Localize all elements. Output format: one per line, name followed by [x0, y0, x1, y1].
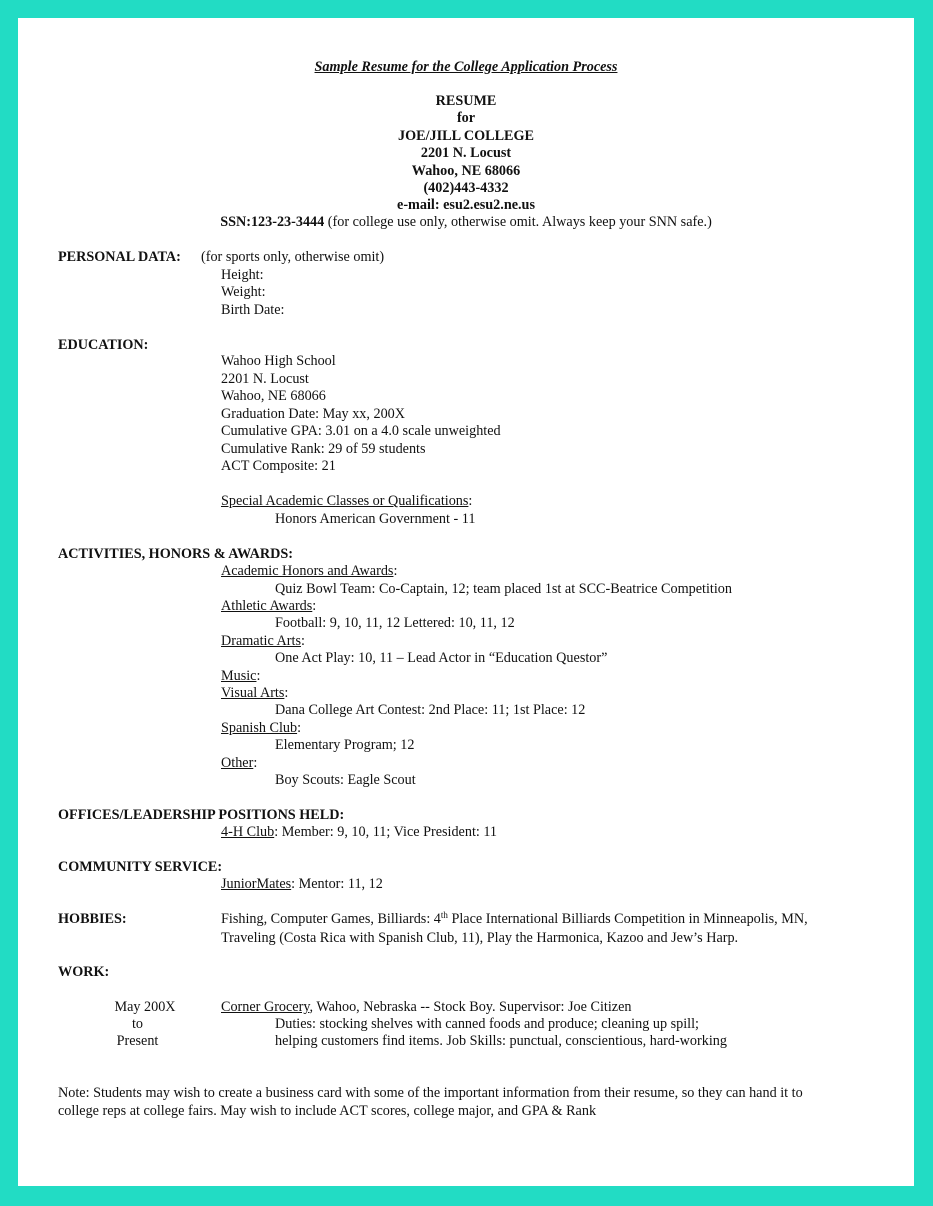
spanish-club-text: Spanish Club — [221, 720, 298, 736]
special-classes-text: Special Academic Classes or Qualifications — [221, 493, 469, 509]
hobbies-heading: HOBBIES: — [58, 911, 127, 927]
music-text: Music — [221, 668, 257, 684]
education-line: Wahoo, NE 68066 — [221, 388, 326, 404]
birth-date-label: Birth Date: — [221, 302, 285, 318]
document-title: Sample Resume for the College Application Process — [314, 59, 618, 75]
spanish-club-label — [221, 720, 301, 737]
ssn-line — [18, 214, 914, 231]
personal-data-note: (for sports only, otherwise omit) — [201, 249, 385, 265]
colon: : — [312, 598, 317, 614]
applicant-phone: (402)443-4332 — [423, 180, 509, 196]
special-classes-item: Honors American Government - 11 — [275, 511, 476, 527]
colon: : — [300, 633, 305, 649]
work-date-to: to — [131, 1016, 144, 1032]
note-line-1: Note: Students may wish to create a business card with some of the important information from their resume, so they can hand it to — [58, 1085, 803, 1101]
visual-arts-item: Dana College Art Contest: 2nd Place: 11; 1st Place: 12 — [275, 702, 586, 718]
height-label: Height: — [221, 267, 264, 283]
other-item: Boy Scouts: Eagle Scout — [275, 772, 416, 788]
club-detail: : Member: 9, 10, 11; Vice President: 11 — [274, 824, 498, 840]
colon: : — [468, 493, 473, 509]
club-name: 4-H Club — [221, 824, 275, 840]
dramatic-arts-item: One Act Play: 10, 11 – Lead Actor in “Education Questor” — [275, 650, 608, 666]
colon: : — [284, 685, 289, 701]
offices-line — [221, 824, 497, 841]
community-line — [221, 876, 383, 893]
education-line: ACT Composite: 21 — [221, 458, 336, 474]
weight-label: Weight: — [221, 284, 266, 300]
education-line: Wahoo High School — [221, 353, 336, 369]
community-detail: : Mentor: 11, 12 — [291, 876, 383, 892]
applicant-city: Wahoo, NE 68066 — [411, 163, 521, 179]
education-line: Cumulative Rank: 29 of 59 students — [221, 441, 426, 457]
athletic-awards-item: Football: 9, 10, 11, 12 Lettered: 10, 11, 12 — [275, 615, 515, 631]
offices-heading: OFFICES/LEADERSHIP POSITIONS HELD: — [58, 807, 345, 823]
work-date-present: Present — [116, 1033, 159, 1049]
colon: : — [253, 755, 258, 771]
ordinal-suffix: th — [440, 910, 448, 920]
education-heading: EDUCATION: — [58, 337, 149, 353]
work-duties-1: Duties: stocking shelves with canned foods and produce; cleaning up spill; — [275, 1016, 699, 1032]
personal-data-heading: PERSONAL DATA: — [58, 249, 181, 265]
hobbies-line-1 — [221, 911, 808, 928]
academic-honors-label — [221, 563, 397, 580]
hobbies-text-b: Place International Billiards Competition in Minneapolis, MN, — [447, 911, 808, 927]
education-line: 2201 N. Locust — [221, 371, 309, 387]
other-label — [221, 755, 257, 772]
hobbies-text-a: Fishing, Computer Games, Billiards: 4 — [221, 911, 441, 927]
community-heading: COMMUNITY SERVICE: — [58, 859, 223, 875]
dramatic-arts-text: Dramatic Arts — [221, 633, 301, 649]
athletic-awards-label — [221, 598, 316, 615]
work-date-from: May 200X — [114, 999, 176, 1015]
education-line: Cumulative GPA: 3.01 on a 4.0 scale unweighted — [221, 423, 501, 439]
athletic-awards-text: Athletic Awards — [221, 598, 313, 614]
resume-page — [18, 18, 914, 1186]
colon: : — [297, 720, 302, 736]
work-duties-2: helping customers find items. Job Skills: punctual, conscientious, hard-working — [275, 1033, 727, 1049]
academic-honors-item: Quiz Bowl Team: Co-Captain, 12; team placed 1st at SCC-Beatrice Competition — [275, 581, 732, 597]
employer-detail: , Wahoo, Nebraska -- Stock Boy. Supervisor: Joe Citizen — [309, 999, 632, 1015]
education-line: Graduation Date: May xx, 200X — [221, 406, 406, 422]
applicant-street: 2201 N. Locust — [420, 145, 512, 161]
colon: : — [256, 668, 261, 684]
special-classes-label — [221, 493, 472, 510]
academic-honors-text: Academic Honors and Awards — [221, 563, 394, 579]
visual-arts-text: Visual Arts — [221, 685, 285, 701]
spanish-club-item: Elementary Program; 12 — [275, 737, 415, 753]
activities-heading: ACTIVITIES, HONORS & AWARDS: — [58, 546, 293, 562]
work-employer-line — [221, 999, 631, 1016]
note-line-2: college reps at college fairs. May wish to include ACT scores, college major, and GPA & Rank — [58, 1103, 597, 1119]
work-heading: WORK: — [58, 964, 110, 980]
resume-for: for — [456, 110, 476, 126]
hobbies-line-2: Traveling (Costa Rica with Spanish Club, 11), Play the Harmonica, Kazoo and Jew’s Harp. — [221, 930, 739, 946]
dramatic-arts-label — [221, 633, 305, 650]
ssn-value: SSN:123-23-3444 — [220, 214, 325, 230]
visual-arts-label — [221, 685, 288, 702]
applicant-name: JOE/JILL COLLEGE — [397, 128, 534, 144]
community-org: JuniorMates — [221, 876, 292, 892]
music-label — [221, 668, 260, 685]
applicant-email: e-mail: esu2.esu2.ne.us — [397, 197, 535, 213]
colon: : — [393, 563, 398, 579]
ssn-note: (for college use only, otherwise omit. Always keep your SNN safe.) — [324, 214, 712, 230]
resume-heading: RESUME — [435, 93, 497, 109]
other-text: Other — [221, 755, 254, 771]
employer-name: Corner Grocery — [221, 999, 310, 1015]
